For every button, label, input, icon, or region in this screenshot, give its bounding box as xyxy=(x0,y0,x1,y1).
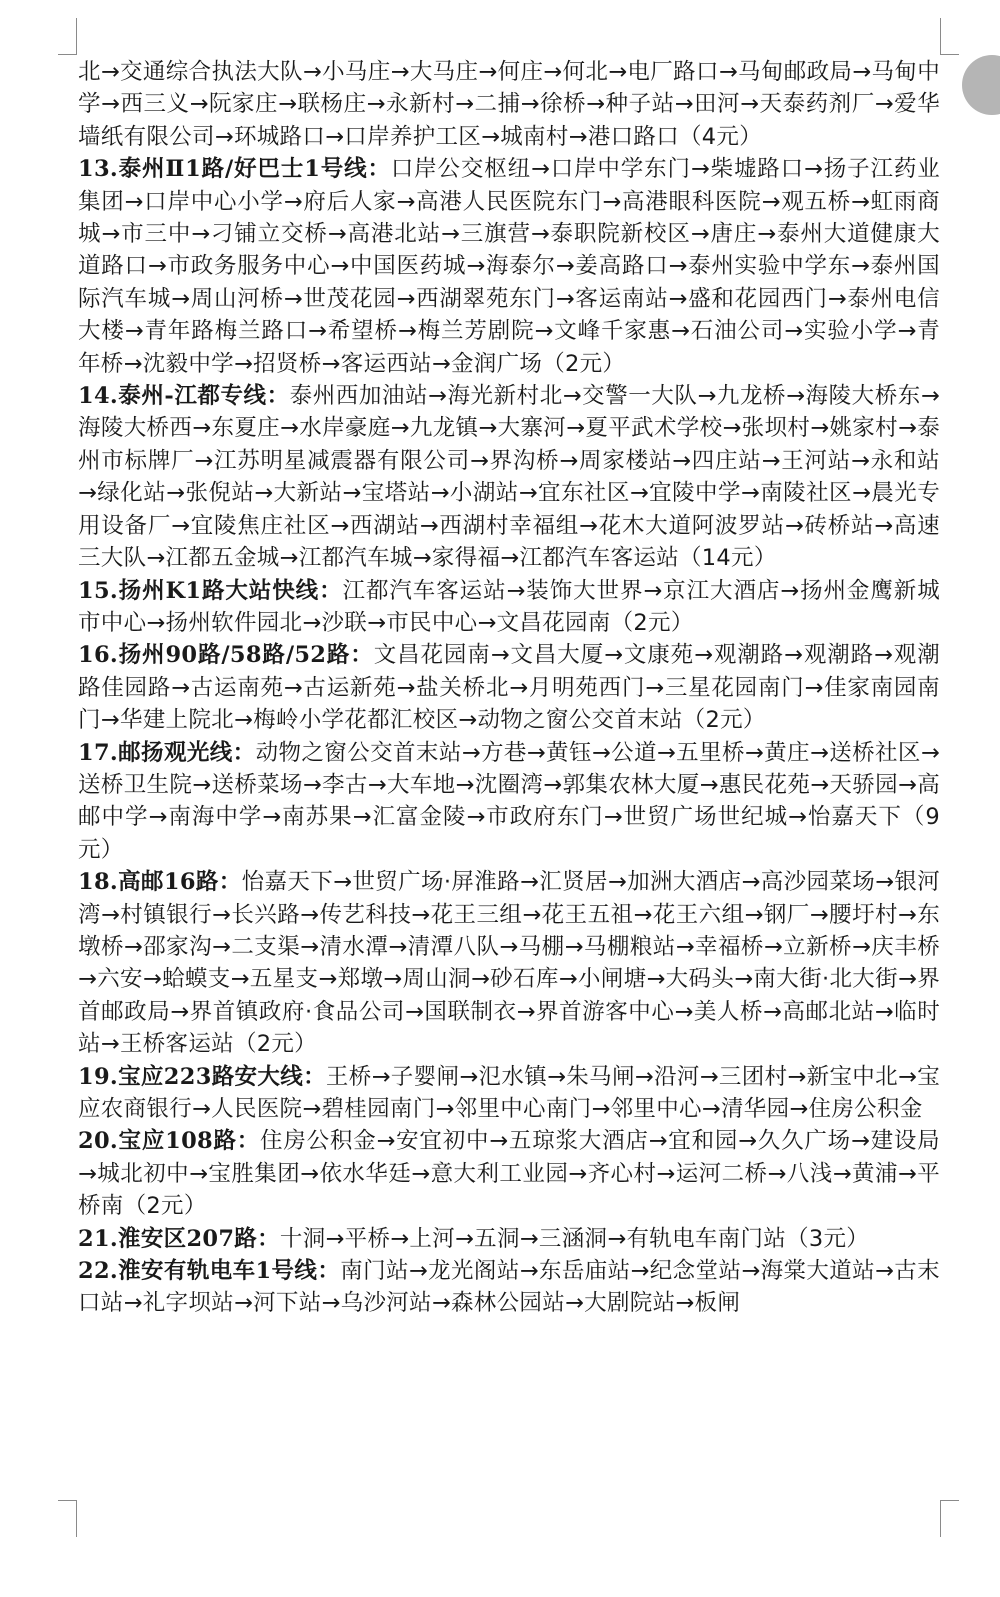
route-heading: 21.淮安区207路： xyxy=(78,1225,280,1252)
route-stops: 王桥→子婴闸→氾水镇→朱马闸→沿河→三团村→新宝中北→宝应农商银行→人民医院→碧桂园南门→邻里中心南门→邻里中心→清华园→住房公积金 xyxy=(78,1063,940,1122)
crop-mark-top-right xyxy=(940,18,959,55)
route-heading: 14.泰州-江都专线： xyxy=(78,383,290,410)
crop-mark-bottom-left xyxy=(58,1500,77,1537)
route-stops: 江都汽车客运站→装饰大世界→京江大酒店→扬州金鹰新城市中心→扬州软件园北→沙联→市民中心→文昌花园南（2元） xyxy=(78,577,940,636)
route-paragraph xyxy=(78,575,940,640)
route-paragraph xyxy=(78,737,940,867)
route-heading: 13.泰州Ⅱ1路/好巴士1号线： xyxy=(78,156,391,183)
route-heading: 16.扬州90路/58路/52路： xyxy=(78,642,374,669)
route-paragraph xyxy=(78,639,940,736)
route-paragraph xyxy=(78,866,940,1060)
route-stops: 十洞→平桥→上河→五洞→三涵洞→有轨电车南门站（3元） xyxy=(279,1225,870,1252)
side-scroll-tab[interactable] xyxy=(962,55,1000,115)
route-heading: 22.淮安有轨电车1号线： xyxy=(78,1258,341,1285)
route-paragraph xyxy=(78,1061,940,1126)
route-stops: 口岸公交枢纽→口岸中学东门→柴墟路口→扬子江药业集团→口岸中心小学→府后人家→高港人民医院东门→高港眼科医院→观五桥→虹雨商城→市三中→刁铺立交桥→高港北站→三旗营→泰职院新校区→唐庄→泰州大道健康大道路口→市政务服务中心→中国医药城→海泰尔→姜高路口→泰州实验中学东→泰州国际汽车城→周山河桥→世茂花园→西湖翠苑东门→客运南站→盛和花园西门→泰州电信大楼→青年路梅兰路口→希望桥→梅兰芳剧院→文峰千家惠→石油公司→实验小学→青年桥→沈毅中学→招贤桥→客运西站→金润广场（2元） xyxy=(78,156,940,377)
route-document xyxy=(78,56,940,1320)
route-stops: 怡嘉天下→世贸广场·屏淮路→汇贤居→加洲大酒店→高沙园菜场→银河湾→村镇银行→长兴路→传艺科技→花王三组→花王五祖→花王六组→钢厂→腰圩村→东墩桥→邵家沟→二支渠→清水潭→清潭八队→马棚→马棚粮站→幸福桥→立新桥→庆丰桥→六安→蛤蟆支→五星支→郑墩→周山洞→砂石库→小闸塘→大码头→南大街·北大街→界首邮政局→界首镇政府·食品公司→国联制衣→界首游客中心→美人桥→高邮北站→临时站→王桥客运站（2元） xyxy=(78,869,941,1058)
route-heading: 17.邮扬观光线： xyxy=(78,739,256,766)
route-heading: 15.扬州K1路大站快线： xyxy=(78,577,343,604)
route-stops: 文昌花园南→文昌大厦→文康苑→观潮路→观潮路→观潮路佳园路→古运南苑→古运新苑→盐关桥北→月明苑西门→三星花园南门→佳家南园南门→华建上院北→梅岭小学花都汇校区→动物之窗公交首末站（2元） xyxy=(78,642,940,734)
route-paragraph xyxy=(78,1223,940,1255)
crop-mark-bottom-right xyxy=(940,1500,959,1537)
route-stops: 北→交通综合执法大队→小马庄→大马庄→何庄→何北→电厂路口→马甸邮政局→马甸中学→西三义→阮家庄→联杨庄→永新村→二捕→徐桥→种子站→田河→天泰药剂厂→爱华墙纸有限公司→环城路口→口岸养护工区→城南村→港口路口（4元） xyxy=(78,59,940,150)
route-heading: 20.宝应108路： xyxy=(78,1128,261,1155)
route-stops: 南门站→龙光阁站→东岳庙站→纪念堂站→海棠大道站→古末口站→礼字坝站→河下站→乌沙河站→森林公园站→大剧院站→板闸 xyxy=(78,1258,940,1317)
route-paragraph xyxy=(78,153,940,380)
route-paragraph xyxy=(78,1125,940,1222)
route-paragraph xyxy=(78,56,940,153)
route-heading: 19.宝应223路安大线： xyxy=(78,1063,326,1090)
route-heading: 18.高邮16路： xyxy=(78,869,242,896)
route-paragraph xyxy=(78,380,940,574)
route-stops: 泰州西加油站→海光新村北→交警一大队→九龙桥→海陵大桥东→海陵大桥西→东夏庄→水岸豪庭→九龙镇→大寨河→夏平武术学校→张坝村→姚家村→泰州市标牌厂→江苏明星减震器有限公司→界沟桥→周家楼站→四庄站→王河站→永和站→绿化站→张倪站→大新站→宝塔站→小湖站→宜东社区→宜陵中学→南陵社区→晨光专用设备厂→宜陵焦庄社区→西湖站→西湖村幸福组→花木大道阿波罗站→砖桥站→高速三大队→江都五金城→江都汽车城→家得福→江都汽车客运站（14元） xyxy=(78,383,940,572)
route-stops: 动物之窗公交首末站→方巷→黄钰→公道→五里桥→黄庄→送桥社区→送桥卫生院→送桥菜场→李古→大车地→沈圈湾→郭集农林大厦→惠民花苑→天骄园→高邮中学→南海中学→南苏果→汇富金陵→市政府东门→世贸广场世纪城→怡嘉天下（9元） xyxy=(78,739,940,863)
route-stops: 住房公积金→安宜初中→五琼浆大酒店→宜和园→久久广场→建设局→城北初中→宝胜集团→依水华廷→意大利工业园→齐心村→运河二桥→八浅→黄浦→平桥南（2元） xyxy=(78,1128,940,1220)
crop-mark-top-left xyxy=(58,18,77,55)
route-paragraph xyxy=(78,1255,940,1320)
